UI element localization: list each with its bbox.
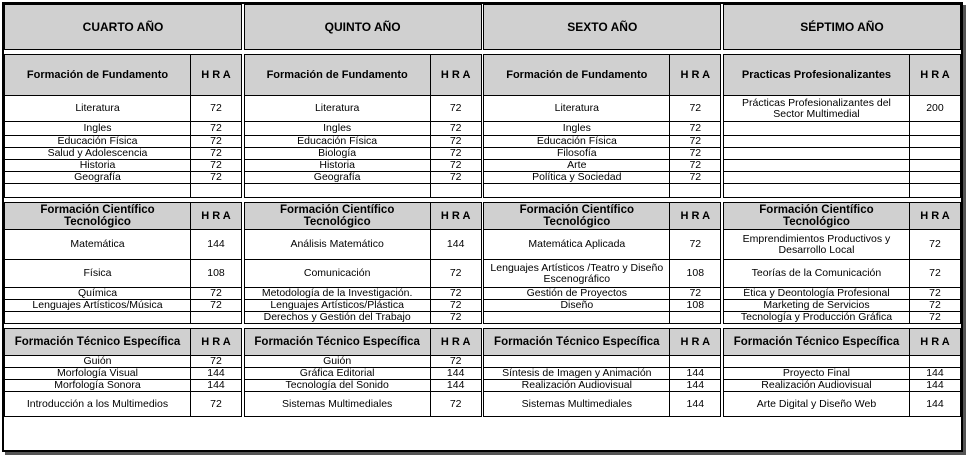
subject-name: Ingles bbox=[245, 122, 431, 135]
year-title: CUARTO AÑO bbox=[4, 4, 242, 50]
subject-hours bbox=[910, 184, 960, 197]
subject-row bbox=[244, 288, 482, 300]
subject-name: Sistemas Multimediales bbox=[484, 392, 670, 416]
subject-hours: 72 bbox=[210, 356, 222, 367]
subject-hours: 144 bbox=[926, 368, 944, 379]
subject-row bbox=[483, 260, 721, 288]
subject-name: Síntesis de Imagen y Animación bbox=[484, 368, 670, 379]
subject-name: Arte bbox=[484, 160, 670, 171]
subject-row bbox=[483, 312, 721, 324]
subject-row bbox=[244, 184, 482, 198]
subject-name: Guión bbox=[245, 356, 431, 367]
subject-row bbox=[244, 368, 482, 380]
subject-name: Morfología Sonora bbox=[5, 380, 191, 391]
subject-hours: 72 bbox=[210, 288, 222, 299]
year-title: QUINTO AÑO bbox=[244, 4, 482, 50]
subject-row bbox=[723, 96, 961, 122]
hra-header-label: H R A bbox=[201, 209, 231, 222]
subject-hours bbox=[910, 122, 960, 135]
subject-name: Proyecto Final bbox=[724, 368, 910, 379]
subject-name: Política y Sociedad bbox=[484, 172, 670, 183]
year-column-cuarto-ano bbox=[4, 4, 242, 450]
block-header-formacion-cientifico-tecnologico bbox=[483, 202, 721, 230]
subject-name bbox=[484, 312, 670, 323]
subject-name bbox=[724, 136, 910, 147]
subject-hours: 72 bbox=[689, 288, 702, 299]
subject-hours: 72 bbox=[210, 136, 222, 147]
subject-name: Metodología de la Investigación. bbox=[245, 288, 431, 299]
subject-name: Geografía bbox=[5, 172, 191, 183]
subject-hours: 72 bbox=[210, 397, 222, 410]
subject-hours: 72 bbox=[929, 312, 941, 323]
subject-hours: 72 bbox=[449, 300, 462, 311]
subject-name: Lenguajes Artísticos/Plástica bbox=[245, 300, 431, 311]
subject-name: Gráfica Editorial bbox=[245, 368, 431, 379]
subject-row bbox=[483, 172, 721, 184]
subject-hours: 144 bbox=[207, 368, 225, 379]
subject-row bbox=[483, 288, 721, 300]
subject-row bbox=[723, 148, 961, 160]
subject-row bbox=[4, 300, 242, 312]
subject-hours: 72 bbox=[449, 136, 462, 147]
hra-header-label: H R A bbox=[680, 335, 711, 348]
block-header-label: Practicas Profesionalizantes bbox=[724, 55, 910, 95]
subject-row bbox=[483, 392, 721, 417]
subject-row bbox=[723, 122, 961, 136]
subject-row bbox=[4, 122, 242, 136]
subject-hours: 72 bbox=[449, 312, 462, 323]
subject-name: Diseño bbox=[484, 300, 670, 311]
subject-row bbox=[723, 368, 961, 380]
subject-hours bbox=[670, 356, 720, 367]
block-header-formacion-cientifico-tecnologico bbox=[723, 202, 961, 230]
subject-name: Matemática Aplicada bbox=[484, 230, 670, 259]
subject-row bbox=[483, 184, 721, 198]
subject-row bbox=[244, 356, 482, 368]
subject-hours: 72 bbox=[449, 288, 462, 299]
subject-row bbox=[4, 160, 242, 172]
subject-row bbox=[244, 96, 482, 122]
subject-hours: 72 bbox=[449, 356, 462, 367]
subject-name bbox=[724, 122, 910, 135]
subject-hours: 72 bbox=[689, 238, 702, 250]
year-column-quinto-ano bbox=[244, 4, 482, 450]
subject-row bbox=[4, 312, 242, 324]
subject-row bbox=[483, 160, 721, 172]
subject-name: Gestión de Proyectos bbox=[484, 288, 670, 299]
subject-name bbox=[484, 184, 670, 197]
block-header-formacion-cientifico-tecnologico bbox=[4, 202, 242, 230]
subject-row bbox=[483, 300, 721, 312]
subject-name: Educación Física bbox=[5, 136, 191, 147]
subject-row bbox=[4, 230, 242, 260]
year-column-septimo-ano bbox=[723, 4, 961, 450]
subject-row bbox=[244, 230, 482, 260]
subject-hours: 144 bbox=[207, 238, 225, 250]
subject-hours bbox=[910, 172, 960, 183]
subject-name bbox=[245, 184, 431, 197]
subject-row bbox=[4, 136, 242, 148]
subject-hours: 144 bbox=[686, 397, 705, 410]
block-header-formacion-de-fundamento bbox=[4, 54, 242, 96]
subject-name: Historia bbox=[245, 160, 431, 171]
subject-name bbox=[724, 184, 910, 197]
subject-name: Realización Audiovisual bbox=[724, 380, 910, 391]
subject-row bbox=[723, 230, 961, 260]
subject-name: Sistemas Multimediales bbox=[245, 392, 431, 416]
subject-row bbox=[4, 172, 242, 184]
subject-name: Física bbox=[5, 260, 191, 287]
subject-name: Arte Digital y Diseño Web bbox=[724, 392, 910, 416]
subject-hours bbox=[670, 312, 720, 323]
subject-row bbox=[4, 356, 242, 368]
subject-name bbox=[724, 356, 910, 367]
block-header-label: Formación Técnico Específica bbox=[724, 329, 910, 355]
subject-row bbox=[244, 300, 482, 312]
subject-hours: 144 bbox=[926, 397, 944, 410]
curriculum-table bbox=[2, 2, 963, 452]
subject-hours bbox=[191, 312, 241, 323]
subject-name bbox=[724, 148, 910, 159]
subject-hours: 72 bbox=[689, 122, 702, 134]
subject-hours bbox=[670, 184, 720, 197]
subject-name: Morfología Visual bbox=[5, 368, 191, 379]
subject-row bbox=[483, 148, 721, 160]
subject-hours: 72 bbox=[449, 172, 462, 183]
subject-hours: 108 bbox=[686, 267, 705, 279]
subject-hours: 144 bbox=[686, 368, 705, 379]
subject-row bbox=[483, 96, 721, 122]
subject-row bbox=[244, 160, 482, 172]
hra-header-label: H R A bbox=[920, 68, 950, 81]
subject-name bbox=[5, 312, 191, 323]
subject-hours: 72 bbox=[449, 397, 462, 410]
subject-name: Literatura bbox=[484, 96, 670, 121]
hra-header-label: H R A bbox=[201, 335, 231, 348]
subject-hours: 72 bbox=[210, 102, 222, 114]
subject-row bbox=[483, 368, 721, 380]
subject-hours: 72 bbox=[210, 160, 222, 171]
subject-hours: 72 bbox=[689, 102, 702, 114]
subject-row bbox=[723, 288, 961, 300]
subject-row bbox=[4, 96, 242, 122]
block-header-formacion-cientifico-tecnologico bbox=[244, 202, 482, 230]
subject-name: Filosofía bbox=[484, 148, 670, 159]
block-header-label: Formación Técnico Específica bbox=[245, 329, 431, 355]
subject-hours: 72 bbox=[449, 122, 462, 134]
subject-row bbox=[244, 148, 482, 160]
hra-header-label: H R A bbox=[920, 335, 950, 348]
subject-row bbox=[244, 380, 482, 392]
subject-row bbox=[483, 380, 721, 392]
subject-row bbox=[723, 392, 961, 417]
subject-name: Química bbox=[5, 288, 191, 299]
subject-name: Historia bbox=[5, 160, 191, 171]
block-header-label: Formación Científico Tecnológico bbox=[724, 203, 910, 229]
block-header-formacion-tecnico-especifica bbox=[723, 328, 961, 356]
subject-row bbox=[723, 300, 961, 312]
subject-name bbox=[724, 160, 910, 171]
subject-name bbox=[724, 172, 910, 183]
subject-row bbox=[244, 392, 482, 417]
subject-hours: 108 bbox=[207, 267, 225, 279]
subject-hours bbox=[910, 136, 960, 147]
subject-row bbox=[723, 312, 961, 324]
subject-hours bbox=[191, 184, 241, 197]
subject-row bbox=[4, 148, 242, 160]
subject-hours: 144 bbox=[446, 368, 465, 379]
block-header-formacion-tecnico-especifica bbox=[4, 328, 242, 356]
subject-hours: 72 bbox=[929, 267, 941, 279]
subject-name: Tecnología y Producción Gráfica bbox=[724, 312, 910, 323]
subject-hours: 72 bbox=[210, 148, 222, 159]
subject-hours: 72 bbox=[210, 122, 222, 134]
subject-row bbox=[723, 260, 961, 288]
hra-header-label: H R A bbox=[201, 68, 231, 81]
subject-row bbox=[723, 380, 961, 392]
block-header-label: Formación de Fundamento bbox=[245, 55, 431, 95]
subject-hours: 200 bbox=[926, 102, 944, 114]
subject-name: Salud y Adolescencia bbox=[5, 148, 191, 159]
subject-row bbox=[723, 356, 961, 368]
subject-hours: 72 bbox=[210, 172, 222, 183]
subject-name: Marketing de Servicios bbox=[724, 300, 910, 311]
subject-name: Lenguajes Artísticos/Música bbox=[5, 300, 191, 311]
subject-row bbox=[723, 172, 961, 184]
subject-row bbox=[483, 356, 721, 368]
subject-name: Biología bbox=[245, 148, 431, 159]
subject-row bbox=[244, 122, 482, 136]
subject-row bbox=[4, 184, 242, 198]
subject-hours: 144 bbox=[686, 380, 705, 391]
subject-row bbox=[723, 136, 961, 148]
block-header-label: Formación Científico Tecnológico bbox=[5, 203, 191, 229]
subject-row bbox=[244, 136, 482, 148]
subject-hours: 72 bbox=[929, 300, 941, 311]
subject-name: Ética y Deontología Profesional bbox=[724, 288, 910, 299]
subject-hours: 72 bbox=[449, 160, 462, 171]
subject-name: Guión bbox=[5, 356, 191, 367]
subject-name: Introducción a los Multimedios bbox=[5, 392, 191, 416]
hra-header-label: H R A bbox=[680, 68, 711, 81]
subject-name bbox=[5, 184, 191, 197]
subject-row bbox=[244, 260, 482, 288]
hra-header-label: H R A bbox=[440, 68, 471, 81]
subject-name: Matemática bbox=[5, 230, 191, 259]
subject-name: Ingles bbox=[5, 122, 191, 135]
subject-hours bbox=[431, 184, 481, 197]
subject-name: Ingles bbox=[484, 122, 670, 135]
block-header-formacion-de-fundamento bbox=[244, 54, 482, 96]
subject-hours: 72 bbox=[449, 267, 462, 279]
subject-row bbox=[4, 288, 242, 300]
subject-hours: 72 bbox=[929, 238, 941, 250]
subject-hours: 72 bbox=[449, 148, 462, 159]
block-header-formacion-de-fundamento bbox=[483, 54, 721, 96]
block-header-formacion-tecnico-especifica bbox=[483, 328, 721, 356]
subject-hours bbox=[910, 356, 960, 367]
year-column-sexto-ano bbox=[483, 4, 721, 450]
subject-name: Lenguajes Artísticos /Teatro y Diseño Escenográfico bbox=[484, 260, 670, 287]
subject-name: Emprendimientos Productivos y Desarrollo Local bbox=[724, 230, 910, 259]
hra-header-label: H R A bbox=[440, 209, 471, 222]
subject-hours: 72 bbox=[689, 172, 702, 183]
subject-name: Realización Audiovisual bbox=[484, 380, 670, 391]
block-header-label: Formación Técnico Específica bbox=[484, 329, 670, 355]
subject-name: Prácticas Profesionalizantes del Sector Multimedial bbox=[724, 96, 910, 121]
subject-row bbox=[244, 312, 482, 324]
subject-hours: 72 bbox=[689, 160, 702, 171]
subject-row bbox=[4, 392, 242, 417]
hra-header-label: H R A bbox=[680, 209, 711, 222]
block-header-label: Formación Científico Tecnológico bbox=[245, 203, 431, 229]
subject-hours: 72 bbox=[210, 300, 222, 311]
subject-name: Educación Física bbox=[245, 136, 431, 147]
subject-hours: 144 bbox=[446, 380, 465, 391]
block-header-practicas-profesionalizantes bbox=[723, 54, 961, 96]
block-header-formacion-tecnico-especifica bbox=[244, 328, 482, 356]
subject-row bbox=[483, 136, 721, 148]
subject-hours bbox=[910, 148, 960, 159]
subject-name: Geografía bbox=[245, 172, 431, 183]
subject-name: Derechos y Gestión del Trabajo bbox=[245, 312, 431, 323]
subject-name: Comunicación bbox=[245, 260, 431, 287]
subject-name: Tecnología del Sonido bbox=[245, 380, 431, 391]
hra-header-label: H R A bbox=[440, 335, 471, 348]
subject-hours: 72 bbox=[689, 136, 702, 147]
subject-hours: 144 bbox=[926, 380, 944, 391]
subject-row bbox=[483, 122, 721, 136]
subject-name: Educación Física bbox=[484, 136, 670, 147]
subject-hours: 72 bbox=[689, 148, 702, 159]
subject-hours: 72 bbox=[449, 102, 462, 114]
subject-name: Teorías de la Comunicación bbox=[724, 260, 910, 287]
block-header-label: Formación de Fundamento bbox=[5, 55, 191, 95]
subject-row bbox=[723, 184, 961, 198]
subject-name: Literatura bbox=[245, 96, 431, 121]
subject-row bbox=[4, 260, 242, 288]
subject-row bbox=[483, 230, 721, 260]
block-header-label: Formación Técnico Específica bbox=[5, 329, 191, 355]
block-header-label: Formación Científico Tecnológico bbox=[484, 203, 670, 229]
subject-row bbox=[244, 172, 482, 184]
subject-hours: 144 bbox=[446, 238, 465, 250]
subject-hours: 144 bbox=[207, 380, 225, 391]
hra-header-label: H R A bbox=[920, 209, 950, 222]
subject-name bbox=[484, 356, 670, 367]
subject-name: Literatura bbox=[5, 96, 191, 121]
year-title: SEXTO AÑO bbox=[483, 4, 721, 50]
subject-hours bbox=[910, 160, 960, 171]
year-title: SÉPTIMO AÑO bbox=[723, 4, 961, 50]
subject-name: Análisis Matemático bbox=[245, 230, 431, 259]
subject-row bbox=[4, 368, 242, 380]
block-header-label: Formación de Fundamento bbox=[484, 55, 670, 95]
subject-hours: 108 bbox=[686, 300, 705, 311]
subject-hours: 72 bbox=[929, 288, 941, 299]
subject-row bbox=[4, 380, 242, 392]
subject-row bbox=[723, 160, 961, 172]
